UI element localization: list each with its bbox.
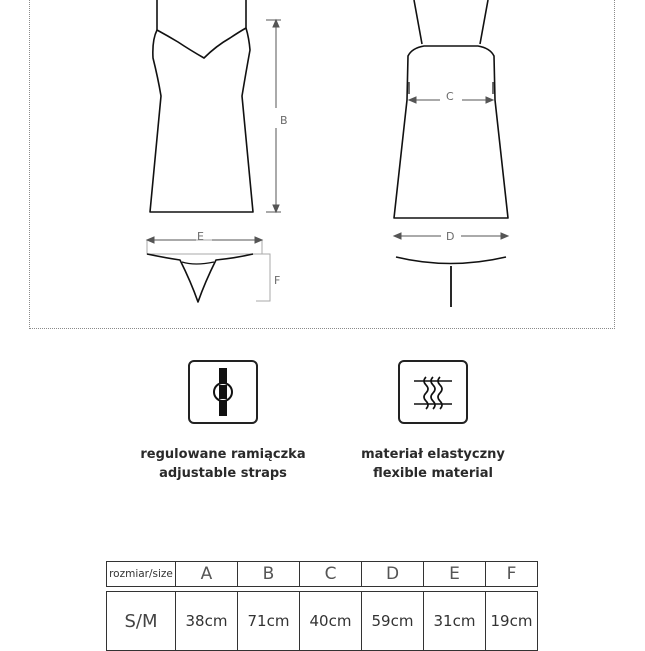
cell-e: 31cm [424, 592, 486, 651]
feature-label-en: flexible material [373, 466, 493, 481]
feature-flexible-material [328, 360, 538, 483]
cell-d: 59cm [362, 592, 424, 651]
size-table [106, 561, 538, 651]
feature-adjustable-straps [118, 360, 328, 483]
feature-label-pl: materiał elastyczny [361, 447, 505, 462]
thong-drawing [147, 240, 262, 302]
header-e: E [424, 562, 486, 587]
elastic-material-icon [398, 360, 468, 424]
thong-back-drawing [396, 257, 506, 307]
cell-a: 38cm [176, 592, 238, 651]
header-size: rozmiar/size [107, 562, 176, 587]
feature-label-en: adjustable straps [159, 466, 287, 481]
header-b: B [238, 562, 300, 587]
cell-b: 71cm [238, 592, 300, 651]
header-f: F [486, 562, 538, 587]
header-c: C [300, 562, 362, 587]
feature-label-pl: regulowane ramiączka [140, 447, 306, 462]
label-dim-c: C [446, 90, 454, 103]
size-table-header [107, 562, 538, 587]
dimension-b [266, 20, 281, 212]
dimension-f [256, 254, 270, 301]
cell-c: 40cm [300, 592, 362, 651]
back-view-chemise [394, 0, 508, 218]
header-d: D [362, 562, 424, 587]
table-row [107, 592, 538, 651]
header-a: A [176, 562, 238, 587]
cell-f: 19cm [486, 592, 538, 651]
label-dim-b: B [280, 114, 288, 127]
label-dim-f: F [274, 274, 281, 287]
adjustable-strap-icon [188, 360, 258, 424]
front-view-chemise [150, 0, 253, 212]
label-dim-d: D [446, 230, 455, 243]
cell-size: S/M [107, 592, 176, 651]
label-dim-e: E [197, 230, 204, 243]
